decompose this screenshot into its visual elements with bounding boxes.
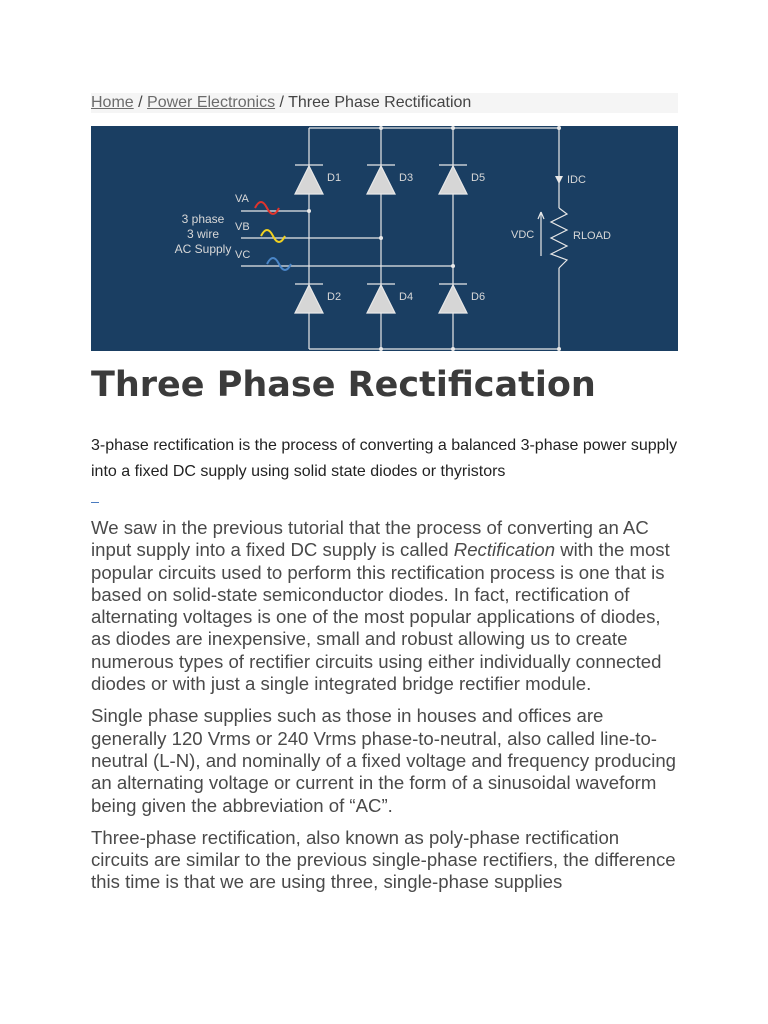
anchor-link[interactable]: [91, 502, 99, 503]
breadcrumb-section-link[interactable]: Power Electronics: [147, 94, 276, 111]
rectifier-circuit-svg: [91, 126, 678, 351]
supply-label-line2: 3 wire: [186, 227, 220, 241]
diode-label-d3: D3: [399, 172, 414, 184]
diode-label-d5: D5: [471, 172, 486, 184]
diode-label-d1: D1: [327, 172, 342, 184]
p1-text-a: We saw in the previous tutorial that the process of converting an AC input supply into a fixed DC supply is called: [91, 517, 649, 561]
load-label: RLOAD: [573, 230, 611, 242]
phase-label-b: VB: [235, 221, 250, 233]
diode-label-d4: D4: [399, 291, 414, 303]
supply-label-line3: AC Supply: [174, 242, 232, 256]
breadcrumb-separator: /: [133, 94, 148, 111]
supply-label-line1: 3 phase: [181, 212, 225, 226]
body-paragraph-1: [91, 517, 678, 695]
diode-label-d6: D6: [471, 291, 486, 303]
page-title: Three Phase Rectification: [91, 365, 596, 405]
phase-label-c: VC: [235, 249, 251, 261]
breadcrumb-separator: /: [275, 94, 289, 111]
breadcrumb: [91, 93, 678, 113]
output-voltage-label: VDC: [511, 229, 535, 241]
p1-emphasis: Rectification: [453, 539, 556, 561]
article-body: [91, 517, 678, 904]
circuit-diagram-image: [91, 126, 678, 351]
breadcrumb-home-link[interactable]: Home: [91, 94, 134, 111]
body-paragraph-3: Three-phase rectification, also known as poly-phase rectification circuits are similar to the previous single-phase rectifiers, the difference this time is that we are using three, single-phase supplies: [91, 826, 676, 893]
output-current-label: IDC: [567, 174, 586, 186]
p1-text-b: with the most popular circuits used to perform this rectification process is one that is based on solid-state semiconductor diodes. In fact, rectification of alternating voltages is one of the most popular applications of diodes, as diodes are inexpensive, small and robust allowing us to create numerous types of rectifier circuits using either individually connected diodes or with just a single integrated bridge rectifier module.: [91, 539, 670, 695]
diode-label-d2: D2: [327, 291, 342, 303]
phase-label-a: VA: [235, 193, 249, 205]
body-paragraph-2: Single phase supplies such as those in houses and offices are generally 120 Vrms or 240 Vrms phase-to-neutral, also called line-to-neutral (L-N), and nominally of a fixed voltage and frequency producing an alternating voltage or current in the form of a sinusoidal waveform being given the abbreviation of “AC”.: [91, 705, 677, 816]
lead-paragraph: 3-phase rectification is the process of converting a balanced 3-phase power supply into a fixed DC supply using solid state diodes or thyristors: [91, 437, 678, 480]
breadcrumb-current: Three Phase Rectification: [288, 94, 472, 111]
